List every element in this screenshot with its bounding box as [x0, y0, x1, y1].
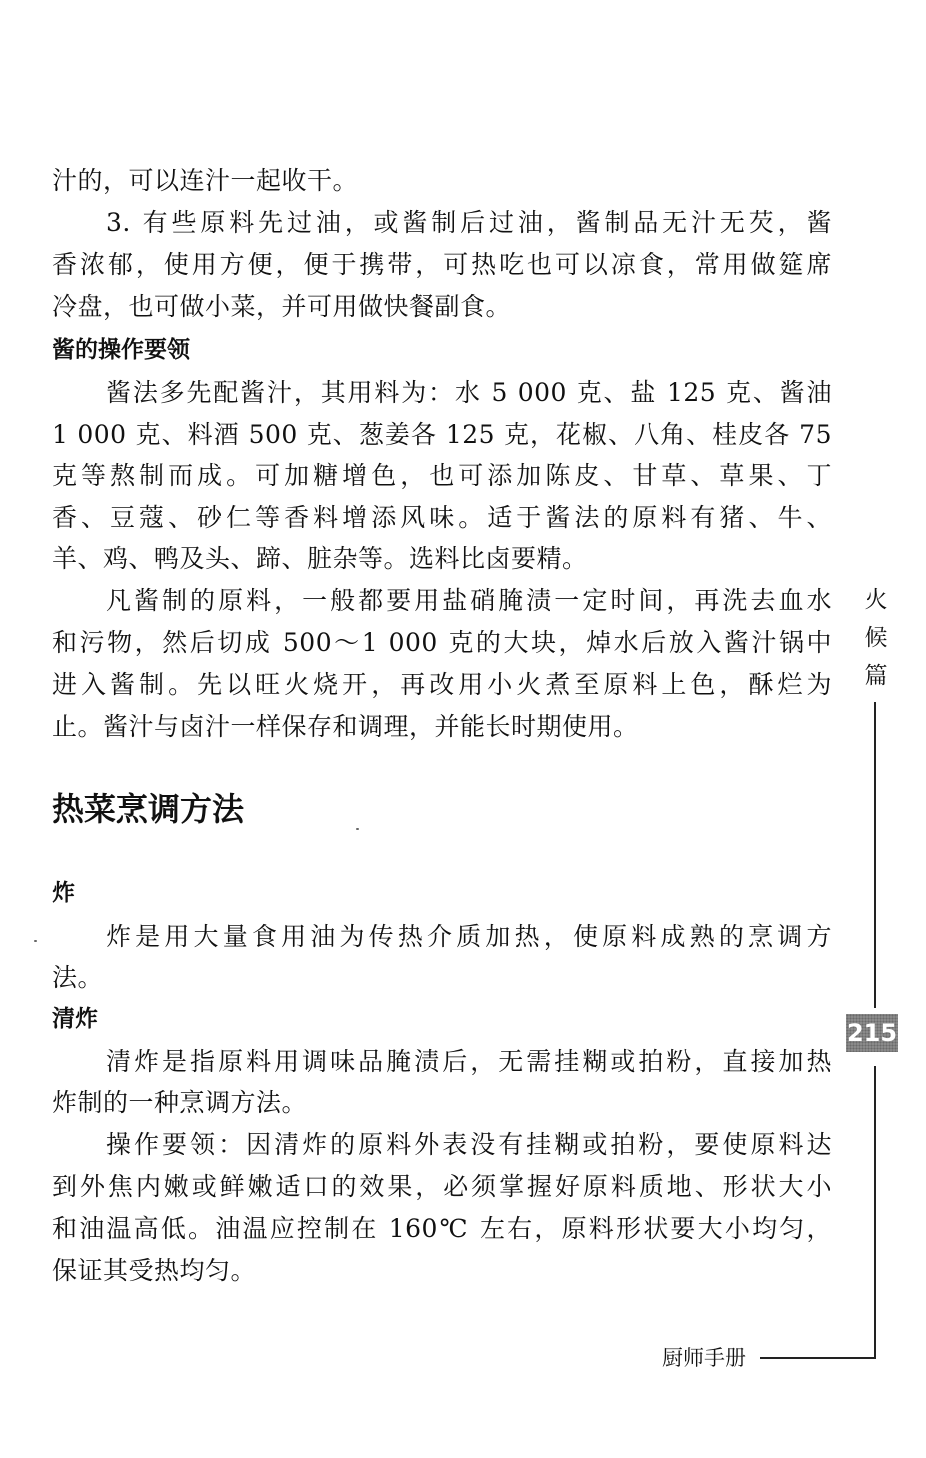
body-text-line: 保证其受热均匀。: [52, 1256, 257, 1285]
body-text-line: 香、豆蔻、砂仁等香料增添风味。适于酱法的原料有猪、牛、: [52, 503, 832, 532]
body-text-line: 凡酱制的原料，一般都要用盐硝腌渍一定时间，再洗去血水: [106, 586, 832, 615]
side-tab-char: 候: [864, 625, 888, 651]
body-text-line: 和油温高低。油温应控制在 160℃ 左右，原料形状要大小均匀，: [52, 1214, 832, 1243]
body-text-line: 炸制的一种烹调方法。: [52, 1088, 308, 1117]
body-text-line: 酱法多先配酱汁，其用料为：水 5 000 克、盐 125 克、酱油: [106, 378, 832, 407]
footer-book-title: 厨师手册: [662, 1346, 746, 1370]
subheading-jiang: 酱的操作要领: [52, 337, 190, 363]
body-text-line: 和污物，然后切成 500～1 000 克的大块，焯水后放入酱汁锅中: [52, 628, 832, 657]
subheading-zha: 炸: [52, 880, 75, 906]
body-text-line: 止。酱汁与卤汁一样保存和调理，并能长时期使用。: [52, 712, 639, 741]
subheading-qingzha: 清炸: [52, 1006, 98, 1032]
body-text-line: 操作要领：因清炸的原料外表没有挂糊或拍粉，要使原料达: [106, 1130, 832, 1159]
section-title: 热菜烹调方法: [52, 790, 245, 828]
body-text-line: 法。: [52, 963, 104, 992]
body-text-line: 1 000 克、料酒 500 克、葱姜各 125 克，花椒、八角、桂皮各 75: [52, 420, 832, 449]
side-tab-char: 篇: [864, 663, 888, 689]
body-text-line: 羊、鸡、鸭及头、蹄、脏杂等。选料比卤要精。: [52, 544, 588, 573]
side-tab-char: 火: [864, 587, 888, 613]
body-text-line: 到外焦内嫩或鲜嫩适口的效果，必须掌握好原料质地、形状大小: [52, 1172, 832, 1201]
body-text-line: 进入酱制。先以旺火烧开，再改用小火煮至原料上色，酥烂为: [52, 670, 832, 699]
footer-rule: [760, 1357, 876, 1359]
page-number: 215: [846, 1014, 898, 1052]
body-text-line: 克等熬制而成。可加糖增色，也可添加陈皮、甘草、草果、丁: [52, 461, 832, 490]
body-text-line: 香浓郁，使用方便，便于携带，可热吃也可以凉食，常用做筵席: [52, 250, 832, 279]
body-text-line: 汁的，可以连汁一起收干。: [52, 166, 359, 195]
margin-rule-upper: [874, 702, 876, 1008]
body-text-line: 冷盘，也可做小菜，并可用做快餐副食。: [52, 292, 512, 321]
body-text-line: 清炸是指原料用调味品腌渍后，无需挂糊或拍粉，直接加热: [106, 1047, 832, 1076]
margin-rule-lower: [874, 1066, 876, 1358]
scan-speck: [356, 828, 359, 830]
body-text-line: 炸是用大量食用油为传热介质加热，使原料成熟的烹调方: [106, 922, 832, 951]
scan-speck: [34, 940, 37, 942]
body-text-line: 3. 有些原料先过油，或酱制后过油，酱制品无汁无芡，酱: [106, 208, 832, 237]
